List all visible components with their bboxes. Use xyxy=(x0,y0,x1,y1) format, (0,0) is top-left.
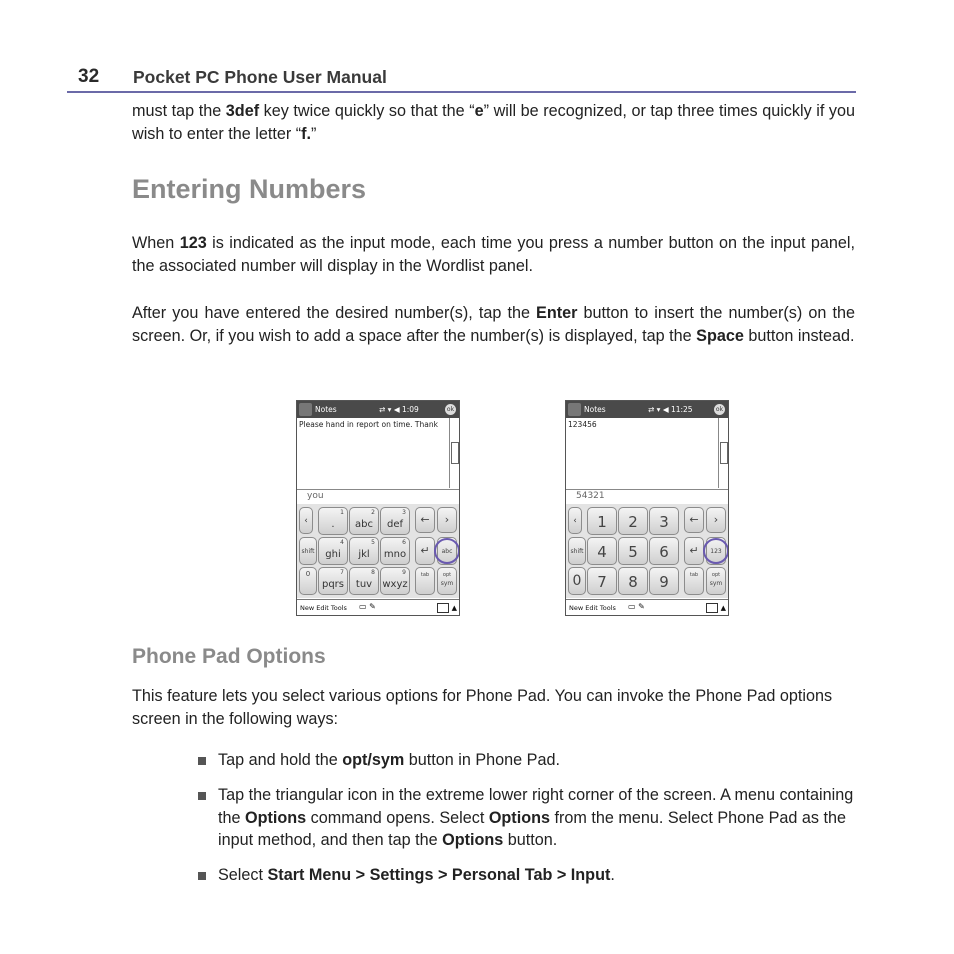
menu-bar xyxy=(297,599,459,616)
ok-button: ok xyxy=(715,406,724,413)
key-9: 9 xyxy=(649,567,679,595)
scrollbar xyxy=(718,418,728,488)
key-8: 8 xyxy=(618,567,648,595)
mode-key: 123 xyxy=(706,537,726,565)
entering-numbers-paragraph-1: When 123 is indicated as the input mode, each time you press a number button on the input panel, the associated number will display in the Wordlist panel. xyxy=(132,234,856,275)
bullet-item-3: Select Start Menu > Settings > Personal Tab > Input. xyxy=(198,864,858,887)
keyboard-small-icon: ▭ ✎ xyxy=(628,602,645,611)
header-rule xyxy=(67,91,856,93)
space-key: tab xyxy=(684,567,704,595)
entering-numbers-paragraph-2: After you have entered the desired number(s), tap the Enter button to insert the number(s) on the screen. Or, if you wish to add a space after the number(s) is displayed, tap the Space button instead. xyxy=(132,304,855,345)
ok-button: ok xyxy=(446,406,455,413)
right-arrow-key: › xyxy=(437,507,457,533)
right-arrow-key: › xyxy=(706,507,726,533)
triangle-menu-icon: ▲ xyxy=(720,604,726,612)
menu-items: New Edit Tools xyxy=(300,604,347,612)
menu-items: New Edit Tools xyxy=(569,604,616,612)
app-title: Notes xyxy=(315,405,337,414)
key-9: 9 wxyz xyxy=(380,567,410,595)
running-header-title: Pocket PC Phone User Manual xyxy=(133,67,387,87)
key-1: 1 xyxy=(587,507,617,535)
title-bar xyxy=(297,401,459,418)
key-1: 1 . xyxy=(318,507,348,535)
screenshot-number-mode xyxy=(565,400,729,616)
note-text: Please hand in report on time. Thank xyxy=(299,420,438,429)
opt-sym-key: opt sym xyxy=(437,567,457,595)
section-heading-phone-pad-options: Phone Pad Options xyxy=(132,645,326,668)
highlight-circle xyxy=(703,538,729,564)
mode-key: abc xyxy=(437,537,457,565)
bullet-square-icon xyxy=(198,792,206,800)
key-5: 5 xyxy=(618,537,648,565)
title-bar xyxy=(566,401,728,418)
left-arrow-key: ‹ xyxy=(299,507,313,534)
intro-paragraph: must tap the 3def key twice quickly so that the “e” will be recognized, or tap three times quickly if you wish to enter the letter “f.” xyxy=(132,102,855,143)
triangle-menu-icon: ▲ xyxy=(451,604,457,612)
key-3: 3 def xyxy=(380,507,410,535)
backspace-key: ← xyxy=(415,507,435,533)
left-arrow-key: ‹ xyxy=(568,507,582,534)
wordlist-panel xyxy=(566,489,728,505)
key-2: 2 abc xyxy=(349,507,379,535)
wordlist-word: 54321 xyxy=(576,491,605,501)
key-7: 7 xyxy=(587,567,617,595)
key-7: 7 pqrs xyxy=(318,567,348,595)
wordlist-word: you xyxy=(307,491,324,501)
phone-pad xyxy=(297,504,459,598)
input-panel-icon xyxy=(706,603,718,613)
enter-key: ↵ xyxy=(415,537,435,565)
status-area: ⇄ ▾ ◀ 1:09 xyxy=(379,405,419,414)
zero-key: 0 xyxy=(568,567,586,595)
key-5: 5 jkl xyxy=(349,537,379,565)
windows-start-icon xyxy=(568,403,581,416)
page-number: 32 xyxy=(78,66,100,87)
backspace-key: ← xyxy=(684,507,704,533)
key-8: 8 tuv xyxy=(349,567,379,595)
status-area: ⇄ ▾ ◀ 11:25 xyxy=(648,405,693,414)
wordlist-panel xyxy=(297,489,459,505)
scroll-thumb xyxy=(720,442,728,464)
bullet-square-icon xyxy=(198,872,206,880)
bullet-item-2: Tap the triangular icon in the extreme lower right corner of the screen. A menu containing the Options command opens. Select Options from the menu. Select Phone Pad as the input method, and then tap the Options button. xyxy=(198,784,858,852)
menu-bar xyxy=(566,599,728,616)
bullet-square-icon xyxy=(198,757,206,765)
zero-key: 0 xyxy=(299,567,317,595)
bullet-item-1: Tap and hold the opt/sym button in Phone Pad. xyxy=(198,749,858,772)
screenshot-letter-mode xyxy=(296,400,460,616)
space-key: tab xyxy=(415,567,435,595)
shift-key: shift xyxy=(568,537,586,565)
section-heading-entering-numbers: Entering Numbers xyxy=(132,174,367,204)
opt-sym-key: opt sym xyxy=(706,567,726,595)
app-title: Notes xyxy=(584,405,606,414)
key-6: 6 mno xyxy=(380,537,410,565)
key-3: 3 xyxy=(649,507,679,535)
windows-start-icon xyxy=(299,403,312,416)
phone-pad xyxy=(566,504,728,598)
shift-key: shift xyxy=(299,537,317,565)
key-4: 4 xyxy=(587,537,617,565)
keyboard-small-icon: ▭ ✎ xyxy=(359,602,376,611)
highlight-circle xyxy=(434,538,460,564)
scrollbar xyxy=(449,418,459,488)
clock: 11:25 xyxy=(670,405,693,414)
phone-pad-options-paragraph: This feature lets you select various options for Phone Pad. You can invoke the Phone Pad options screen in the following ways: xyxy=(132,687,833,728)
scroll-thumb xyxy=(451,442,459,464)
key-4: 4 ghi xyxy=(318,537,348,565)
input-panel-icon xyxy=(437,603,449,613)
key-6: 6 xyxy=(649,537,679,565)
enter-key: ↵ xyxy=(684,537,704,565)
note-text: 123456 xyxy=(568,420,597,429)
clock: 1:09 xyxy=(401,405,419,414)
key-2: 2 xyxy=(618,507,648,535)
